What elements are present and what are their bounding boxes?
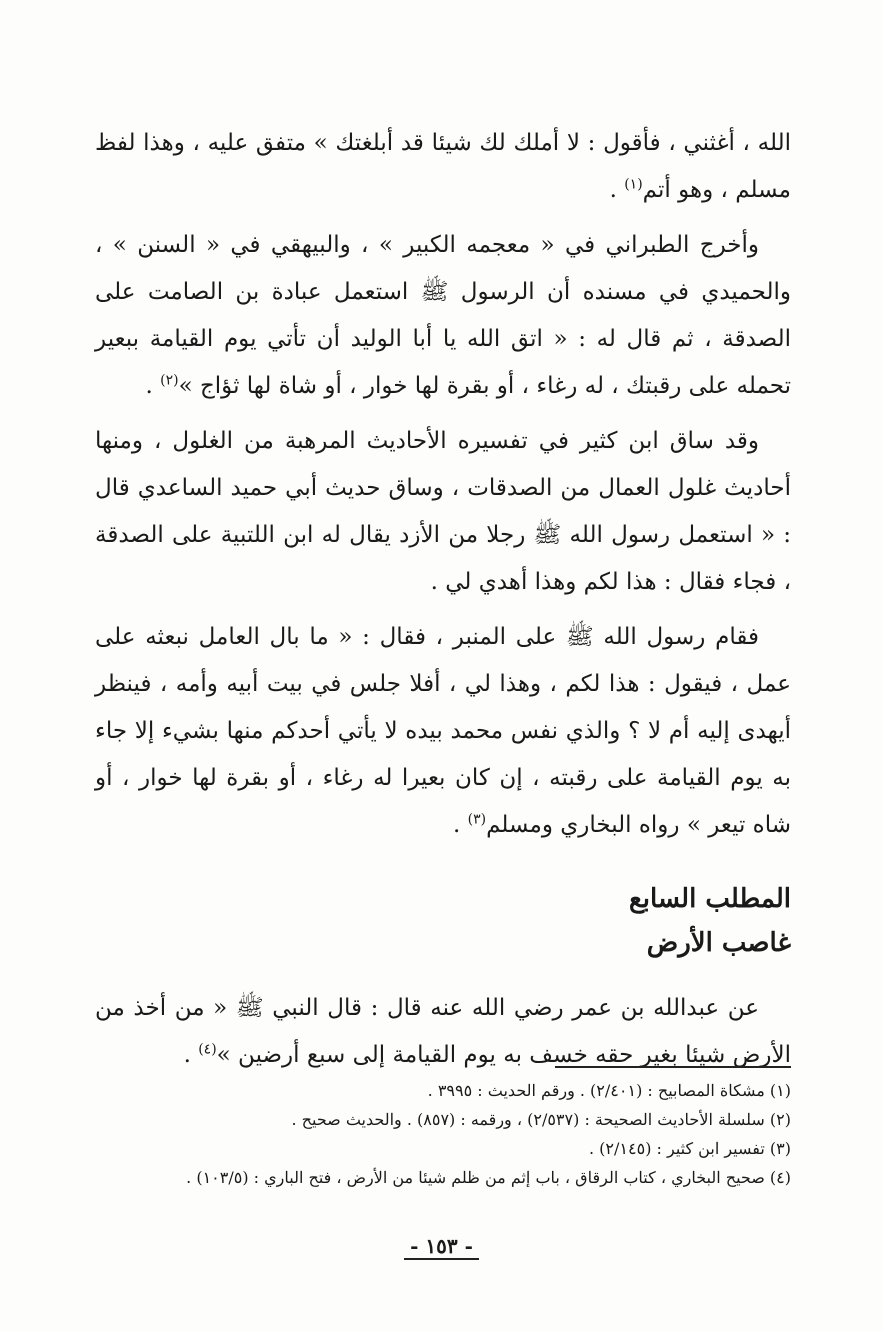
section-paragraph: عن عبدالله بن عمر رضي الله عنه قال : قال النبي ﷺ « من أخذ من الأرض شيئا بغير حقه خسف به يوم القيامة إلى سبع أرضين »$^{(٤)}$ . (95, 995, 791, 1068)
footnote-1: (١) مشكاة المصابيح : (٢/٤٠١) . ورقم الحديث : ٣٩٩٥ . (427, 1081, 791, 1100)
paragraph-2: وأخرج الطبراني في « معجمه الكبير » ، والبيهقي في « السنن » ، والحميدي في مسنده أن الرسول ﷺ استعمل عبادة بن الصامت على الصدقة ، ثم قال له : « اتق الله يا أبا الوليد أن تأتي يوم القيامة ببعير تحمله على رقبتك ، له رغاء ، أو بقرة لها خوار ، أو شاة لها ثؤاج »$^{(٢)}$ . (95, 232, 791, 399)
page-number: - ١٥٣ - (0, 1234, 883, 1258)
footnote-2: (٢) سلسلة الأحاديث الصحيحة : (٢/٥٣٧) ، ورقمه : (٨٥٧) . والحديث صحيح . (291, 1110, 791, 1129)
footnote-ref-4: (٤) (198, 1041, 217, 1058)
paragraph-3: وقد ساق ابن كثير في تفسيره الأحاديث المرهبة من الغلول ، ومنها أحاديث غلول العمال من الصدقات ، وساق حديث أبي حميد الساعدي قال : « استعمل رسول الله ﷺ رجلا من الأزد يقال له ابن اللتبية على الصدقة ، فجاء فقال : هذا لكم وهذا أهدي لي . (95, 428, 791, 595)
footnote-divider (555, 1066, 791, 1068)
section-subheading: غاصب الأرض (646, 928, 791, 958)
section-headings (95, 877, 791, 965)
footnote-3: (٣) تفسير ابن كثير : (٢/١٤٥) . (589, 1139, 791, 1158)
main-text (95, 120, 791, 1087)
paragraph-1: الله ، أغثني ، فأقول : لا أملك لك شيئا قد أبلغتك » متفق عليه ، وهذا لفظ مسلم ، وهو أتم$^{(١)}$ . (95, 130, 791, 203)
section-heading: المطلب السابع (628, 884, 791, 914)
footnote-ref-2: (٢) (160, 372, 179, 389)
footnote-ref-1: (١) (624, 176, 643, 193)
footnote-ref-3: (٣) (467, 811, 487, 828)
footnote-4: (٤) صحيح البخاري ، كتاب الرقاق ، باب إثم من ظلم شيئا من الأرض ، فتح الباري : (١٠٣/٥) . (186, 1168, 791, 1187)
footnotes (95, 1076, 791, 1192)
paragraph-4: فقام رسول الله ﷺ على المنبر ، فقال : « ما بال العامل نبعثه على عمل ، فيقول : هذا لكم ، وهذا لي ، أفلا جلس في بيت أبيه وأمه ، فينظر أيهدى إليه أم لا ؟ والذي نفس محمد بيده لا يأتي أحدكم منها بشيء إلا جاء به يوم القيامة على رقبته ، إن كان بعيرا له رغاء ، أو بقرة لها خوار ، أو شاه تيعر » رواه البخاري ومسلم$^{(٣)}$ . (95, 624, 791, 838)
